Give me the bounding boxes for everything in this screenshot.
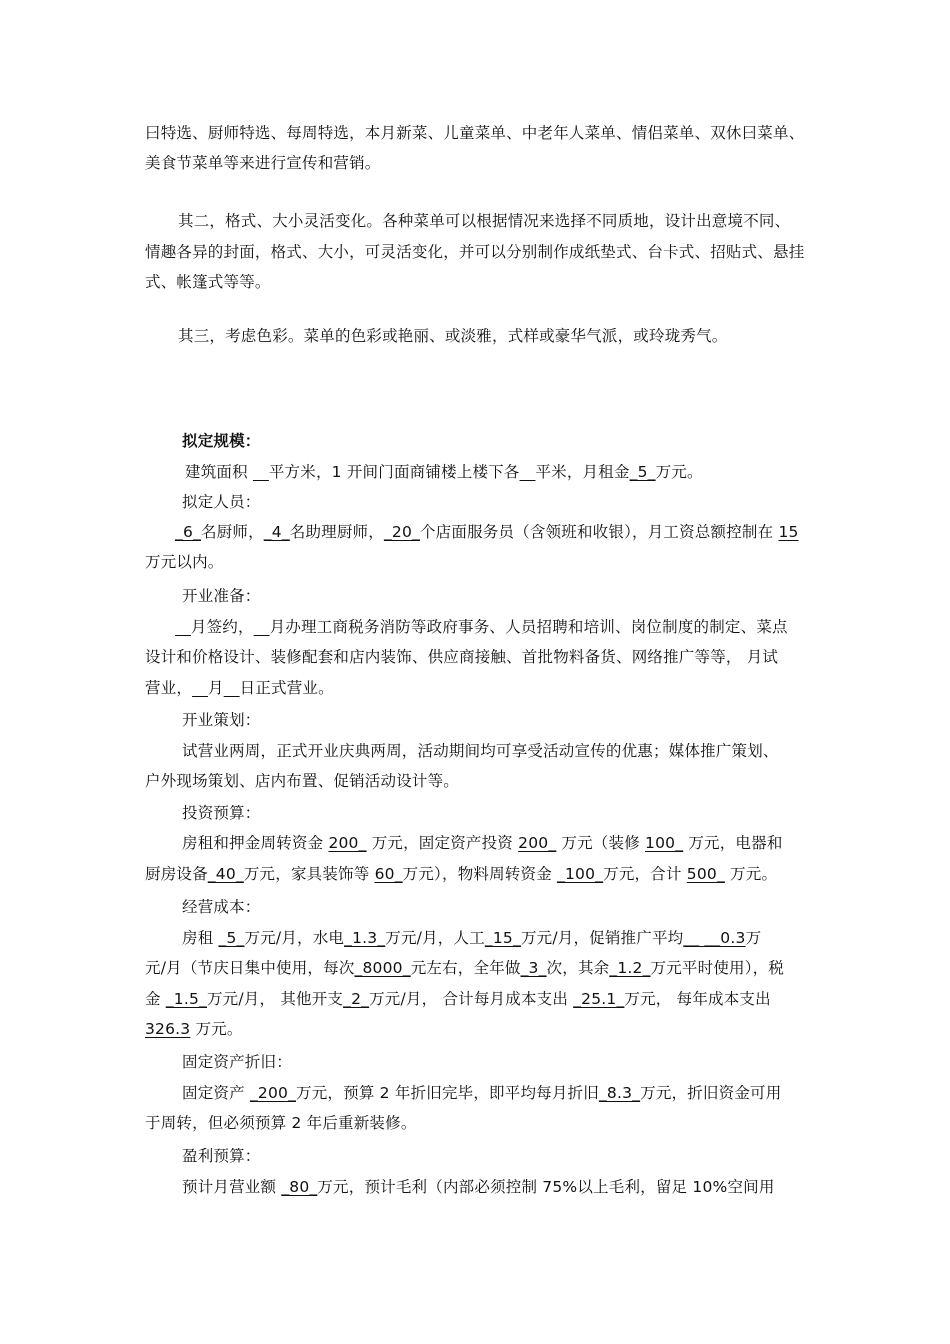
depr-heading: 固定资产折旧： (182, 1053, 292, 1071)
staff-heading: 拟定人员： (182, 493, 261, 511)
invest-heading: 投资预算： (182, 804, 261, 822)
prep-line-3: 营业，__月__日正式营业。 (145, 679, 334, 697)
depr-line-1: 固定资产 _200_万元，预算 2 年折旧完毕，即平均每月折旧_8.3_万元，折旧资金可用 (182, 1084, 782, 1102)
cost-line-4: 326.3 万元。 (145, 1020, 243, 1038)
staff-line-1: _6_名厨师，_4_名助理厨师，_20_个店面服务员（含领班和收银），月工资总额控制在 15 (175, 523, 799, 541)
staff-line-2: 万元以内。 (145, 553, 224, 571)
prep-line-2: 设计和价格设计、装修配套和店内装饰、供应商接触、首批物料备货、网络推广等等， 月试 (145, 648, 779, 666)
prep-heading: 开业准备： (182, 587, 261, 605)
point2-line-1: 其二，格式、大小灵活变化。各种菜单可以根据情况来选择不同质地，设计出意境不同、 (178, 212, 791, 230)
intro-line-1: 曰特选、厨师特选、每周特选，本月新菜、儿童菜单、中老年人菜单、情侣菜单、双休曰菜单、 (145, 124, 805, 142)
plan-line-2: 户外现场策划、店内布置、促销活动设计等。 (145, 772, 460, 790)
point3-line-1: 其三，考虑色彩。菜单的色彩或艳丽、或淡雅，式样或豪华气派，或玲珑秀气。 (178, 327, 728, 345)
plan-heading: 开业策划： (182, 711, 261, 729)
rent-value: _5_ (629, 463, 656, 481)
cost-line-2: 元/月（节庆日集中使用，每次_8000_元左右，全年做_3_次，其余_1.2_万元平时使用），税 (145, 959, 785, 977)
scale-line: 建筑面积 __平方米，1 开间门面商铺楼上楼下各__平米，月租金_5_万元。 (185, 463, 703, 481)
scale-heading: 拟定规模： (182, 431, 261, 450)
cost-line-3: 金 _1.5_万元/月， 其他开支_2_万元/月， 合计每月成本支出 _25.1_万元， 每年成本支出 (145, 990, 771, 1008)
depr-line-2: 于周转，但必须预算 2 年后重新装修。 (145, 1114, 417, 1132)
plan-line-1: 试营业两周，正式开业庆典两周，活动期间均可享受活动宣传的优惠；媒体推广策划、 (182, 742, 779, 760)
point2-line-3: 式、帐篷式等等。 (145, 273, 271, 291)
invest-line-1: 房租和押金周转资金 200_ 万元，固定资产投资 200_ 万元（装修 100_ 万元，电器和 (182, 834, 783, 852)
cost-heading: 经营成本： (182, 898, 261, 916)
cost-line-1: 房租 _5_万元/月，水电_1.3_万元/月，人工_15_万元/月，促销推广平均__ __0.3万 (182, 929, 762, 947)
profit-line-1: 预计月营业额 _80_万元，预计毛利（内部必须控制 75%以上毛利，留足 10%空间用 (182, 1178, 775, 1196)
profit-heading: 盈利预算： (182, 1147, 261, 1165)
point2-line-2: 情趣各异的封面，格式、大小，可灵活变化，并可以分别制作成纸垫式、台卡式、招贴式、悬挂 (145, 243, 805, 261)
intro-line-2: 美食节菜单等来进行宣传和营销。 (145, 154, 381, 172)
prep-line-1: __月签约，__月办理工商税务消防等政府事务、人员招聘和培训、岗位制度的制定、菜点 (175, 618, 788, 636)
invest-line-2: 厨房设备_40_万元，家具装饰等 60_万元），物料周转资金 _100_万元，合计 500_ 万元。 (145, 865, 778, 883)
